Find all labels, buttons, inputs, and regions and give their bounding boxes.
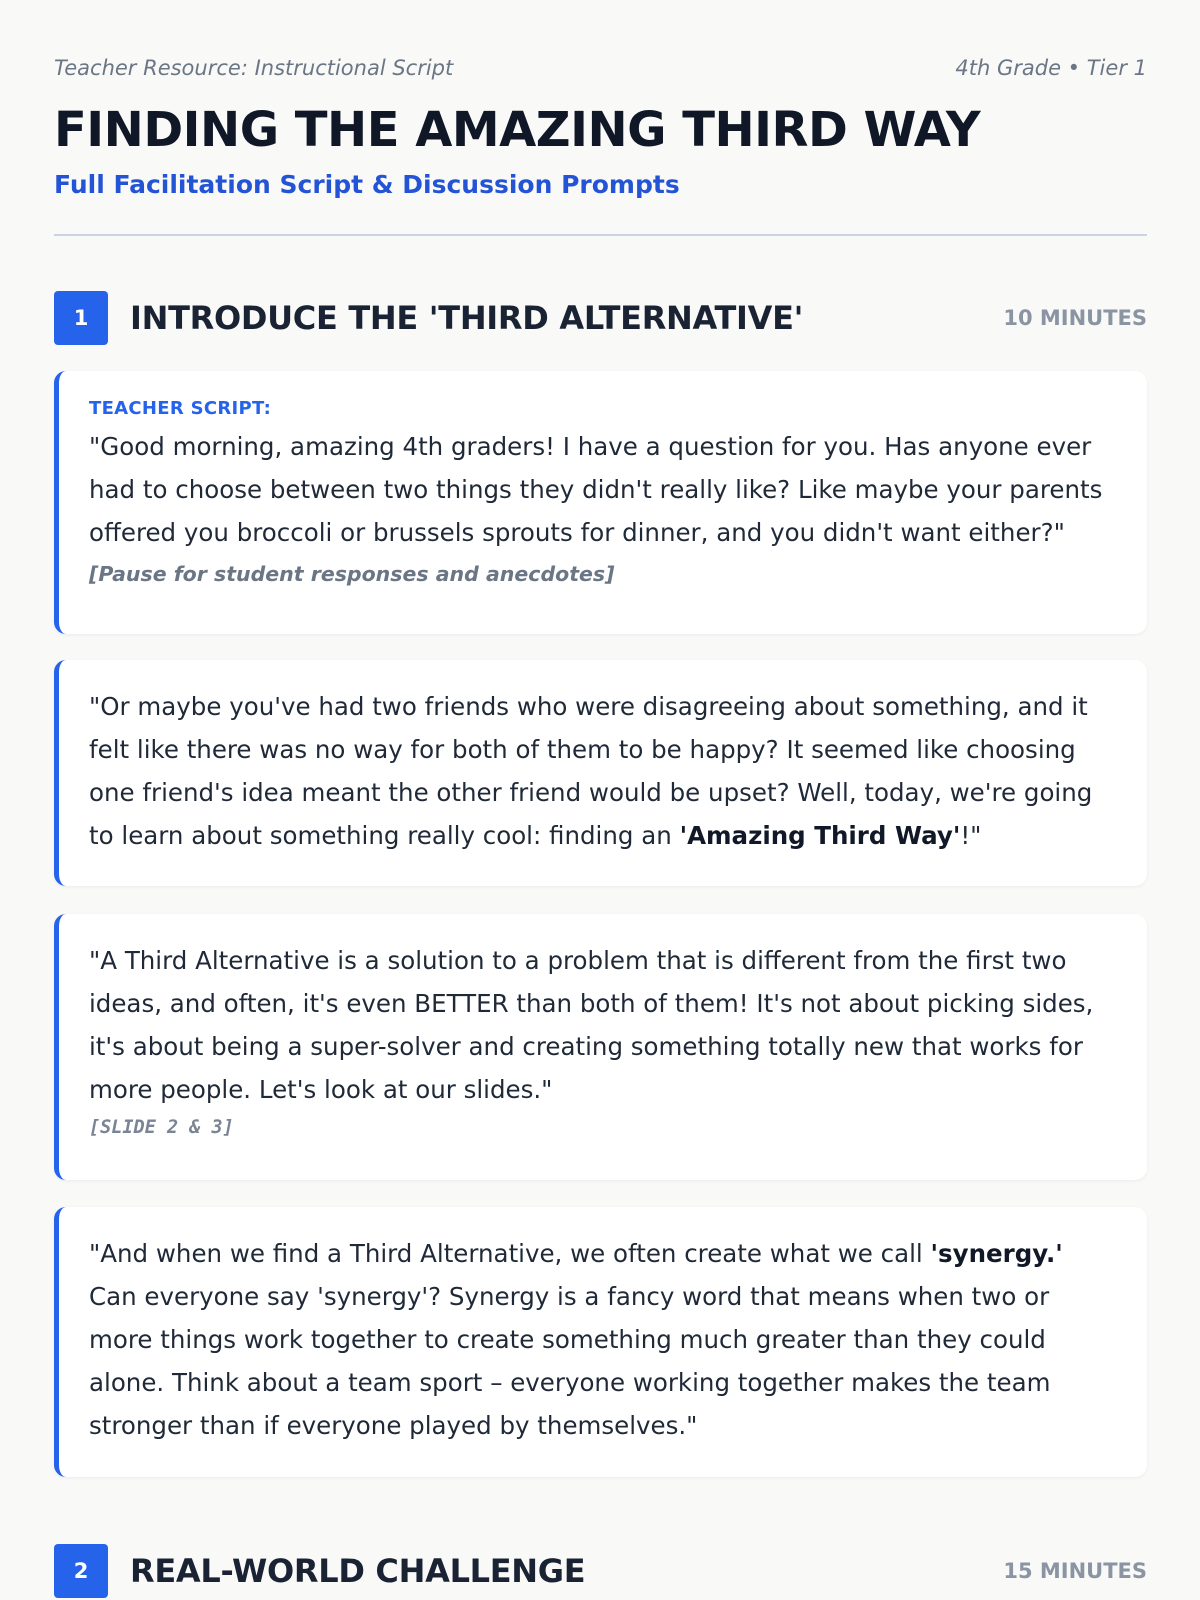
- script-text-part: Can everyone say 'synergy'? Synergy is a fancy word that means when two or more things work together to create something much greater than they could alone. Think about a team sport – everyone working together makes the team stronger than if everyone played by themselves.": [89, 1282, 1051, 1440]
- script-text-part: !": [960, 821, 982, 850]
- section-duration: 10 MINUTES: [1003, 306, 1147, 330]
- section-number-badge: 2: [54, 1544, 108, 1598]
- key-term: 'synergy.': [930, 1239, 1063, 1268]
- page-subtitle: Full Facilitation Script & Discussion Prompts: [54, 170, 680, 199]
- script-card-1: [54, 371, 1147, 634]
- section-number-badge: 1: [54, 291, 108, 345]
- script-text: "Good morning, amazing 4th graders! I have a question for you. Has anyone ever had to choose between two things they didn't really like? Like maybe your parents offered you broccoli or brussels sprouts for dinner, and you didn't want either?": [89, 432, 1103, 547]
- teacher-script-label: TEACHER SCRIPT:: [89, 398, 272, 419]
- script-card-3: [54, 914, 1147, 1180]
- resource-label: Teacher Resource: Instructional Script: [54, 56, 454, 80]
- script-text-part: "And when we find a Third Alternative, we often create what we call: [89, 1239, 931, 1268]
- grade-tier-label: 4th Grade • Tier 1: [955, 56, 1147, 80]
- script-card-2: [54, 660, 1147, 886]
- slide-cue: [SLIDE 2 & 3]: [89, 1117, 234, 1138]
- script-text: [89, 685, 1117, 857]
- script-text: "A Third Alternative is a solution to a problem that is different from the first two ideas, and often, it's even BETTER than both of them! It's not about picking sides, it's about being a super-solver and creating something totally new that works for more people. Let's look at our slides.": [89, 946, 1094, 1104]
- stage-direction-note: [Pause for student responses and anecdotes]: [89, 562, 615, 586]
- section-title: INTRODUCE THE 'THIRD ALTERNATIVE': [130, 299, 804, 337]
- script-card-4: [54, 1207, 1147, 1477]
- script-text-part: "Or maybe you've had two friends who were disagreeing about something, and it felt like there was no way for both of them to be happy? It seemed like choosing one friend's idea meant the other friend would be upset? Well, today, we're going to learn about something really cool: finding an: [89, 692, 1093, 850]
- section-title: REAL-WORLD CHALLENGE: [130, 1552, 586, 1590]
- header-divider: [54, 234, 1147, 236]
- script-text: [89, 1232, 1117, 1447]
- section-header-2: [54, 1544, 1147, 1598]
- section-duration: 15 MINUTES: [1003, 1559, 1147, 1583]
- page-title: FINDING THE AMAZING THIRD WAY: [54, 102, 981, 158]
- section-header-1: [54, 291, 1147, 345]
- key-term: 'Amazing Third Way': [679, 821, 961, 850]
